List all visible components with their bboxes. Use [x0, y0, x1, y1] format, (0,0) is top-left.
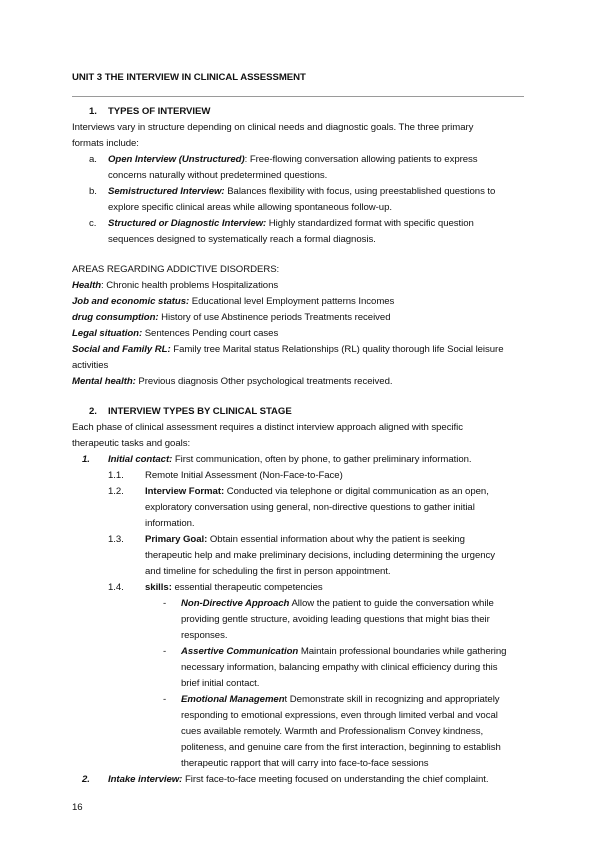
area-term: Legal situation:: [72, 328, 143, 339]
section-2-intro-line: therapeutic tasks and goals:: [72, 438, 191, 449]
list-item-continuation: explore specific clinical areas while allowing spontaneous follow-up.: [108, 202, 392, 213]
skill-term: Assertive Communication: [181, 646, 299, 657]
list-item: [108, 186, 495, 198]
list-item-letter: b.: [89, 186, 97, 197]
list-item-term: Structured or Diagnostic Interview:: [108, 218, 267, 229]
stage-number: 2.: [82, 774, 90, 785]
area-text: History of use Abstinence periods Treatments received: [158, 312, 391, 323]
section-1-intro-line: Interviews vary in structure depending on clinical needs and diagnostic goals. The three primary: [72, 122, 474, 133]
list-item-letter: a.: [89, 154, 97, 165]
skill-text: Allow the patient to guide the conversation while: [289, 598, 494, 609]
skill-term: Emotional Managemen: [181, 694, 285, 705]
skill-term: Non-Directive Approach: [181, 598, 290, 609]
area-text: Educational level Employment patterns Incomes: [189, 296, 395, 307]
area-row: [72, 280, 278, 292]
page-number: 16: [72, 802, 83, 813]
skill-item: [181, 646, 506, 658]
area-row: [72, 296, 394, 308]
sub-item-text: Remote Initial Assessment (Non-Face-to-Face): [145, 470, 343, 481]
skill-continuation: necessary information, balancing empathy with clinical efficiency during this: [181, 662, 498, 673]
list-item-continuation: concerns naturally without predetermined questions.: [108, 170, 328, 181]
sub-item-number: 1.3.: [108, 534, 124, 545]
area-term: Health: [72, 280, 102, 291]
skill-dash: -: [163, 694, 167, 705]
sub-item: [145, 486, 489, 498]
area-term: Job and economic status:: [72, 296, 190, 307]
area-row-continuation: activities: [72, 360, 109, 371]
area-text: : Chronic health problems Hospitalizations: [101, 280, 279, 291]
sub-item-number: 1.1.: [108, 470, 124, 481]
list-item-text: Highly standardized format with specific question: [266, 218, 474, 229]
sub-item-text: essential therapeutic competencies: [171, 582, 323, 593]
sub-item: [145, 582, 323, 594]
skill-text: t Demonstrate skill in recognizing and appropriately: [284, 694, 500, 705]
stage-term: Intake interview:: [108, 774, 183, 785]
sub-item-text: Obtain essential information about why the patient is seeking: [207, 534, 465, 545]
stage-number: 1.: [82, 454, 90, 465]
section-1-intro-line: formats include:: [72, 138, 139, 149]
skill-text: Maintain professional boundaries while gathering: [298, 646, 507, 657]
skill-dash: -: [163, 598, 167, 609]
list-item: [108, 218, 474, 230]
stage-item: [108, 454, 472, 466]
sub-item-continuation: exploratory conversation using general, non-directive questions to gather initial: [145, 502, 475, 513]
unit-title: UNIT 3 THE INTERVIEW IN CLINICAL ASSESSMENT: [72, 72, 306, 83]
area-text: Family tree Marital status Relationships (RL) quality thorough life Social leisure: [170, 344, 504, 355]
area-term: drug consumption:: [72, 312, 159, 323]
stage-text: First face-to-face meeting focused on understanding the chief complaint.: [182, 774, 489, 785]
area-row: [72, 328, 278, 340]
areas-heading: AREAS REGARDING ADDICTIVE DISORDERS:: [72, 264, 280, 275]
list-item-text: : Free-flowing conversation allowing patients to express: [244, 154, 478, 165]
sub-item: [145, 534, 465, 546]
section-2-heading: INTERVIEW TYPES BY CLINICAL STAGE: [108, 406, 292, 417]
sub-item-continuation: and timeline for scheduling the first in person appointment.: [145, 566, 391, 577]
sub-item-continuation: therapeutic help and make preliminary decisions, including determining the urgency: [145, 550, 496, 561]
skill-item: [181, 598, 494, 610]
sub-item-text: Conducted via telephone or digital communication as an open,: [224, 486, 489, 497]
sub-item-term: Interview Format:: [145, 486, 225, 497]
area-text: Sentences Pending court cases: [142, 328, 279, 339]
sub-item-term: Primary Goal:: [145, 534, 208, 545]
skill-continuation: responding to emotional expressions, even through limited verbal and vocal: [181, 710, 498, 721]
stage-text: First communication, often by phone, to gather preliminary information.: [172, 454, 472, 465]
list-item-term: Semistructured Interview:: [108, 186, 225, 197]
area-term: Social and Family RL:: [72, 344, 171, 355]
stage-item: [108, 774, 489, 786]
skill-continuation: politeness, and genuine care from the first interaction, beginning to establish: [181, 742, 501, 753]
skill-continuation: responses.: [181, 630, 228, 641]
list-item-continuation: sequences designed to systematically reach a formal diagnosis.: [108, 234, 376, 245]
list-item-text: Balances flexibility with focus, using preestablished questions to: [224, 186, 496, 197]
area-row: [72, 344, 503, 356]
skill-continuation: therapeutic rapport that will carry into face-to-face sessions: [181, 758, 429, 769]
section-1-number: 1.: [89, 106, 97, 117]
skill-dash: -: [163, 646, 167, 657]
area-term: Mental health:: [72, 376, 136, 387]
area-text: Previous diagnosis Other psychological treatments received.: [135, 376, 393, 387]
section-2-intro-line: Each phase of clinical assessment requires a distinct interview approach aligned with specific: [72, 422, 463, 433]
sub-item-number: 1.2.: [108, 486, 124, 497]
skill-item: [181, 694, 500, 706]
section-1-heading: TYPES OF INTERVIEW: [108, 106, 211, 117]
area-row: [72, 376, 393, 388]
list-item: [108, 154, 478, 166]
sub-item-term: skills:: [145, 582, 172, 593]
section-2-number: 2.: [89, 406, 97, 417]
list-item-term: Open Interview (Unstructured): [108, 154, 245, 165]
stage-term: Initial contact:: [108, 454, 173, 465]
skill-continuation: cues available remotely. Warmth and Professionalism Convey kindness,: [181, 726, 484, 737]
title-divider: [72, 96, 524, 97]
sub-item-continuation: information.: [145, 518, 195, 529]
list-item-letter: c.: [89, 218, 97, 229]
skill-continuation: providing gentle structure, avoiding leading questions that might bias their: [181, 614, 490, 625]
sub-item-number: 1.4.: [108, 582, 124, 593]
skill-continuation: brief initial contact.: [181, 678, 260, 689]
area-row: [72, 312, 391, 324]
